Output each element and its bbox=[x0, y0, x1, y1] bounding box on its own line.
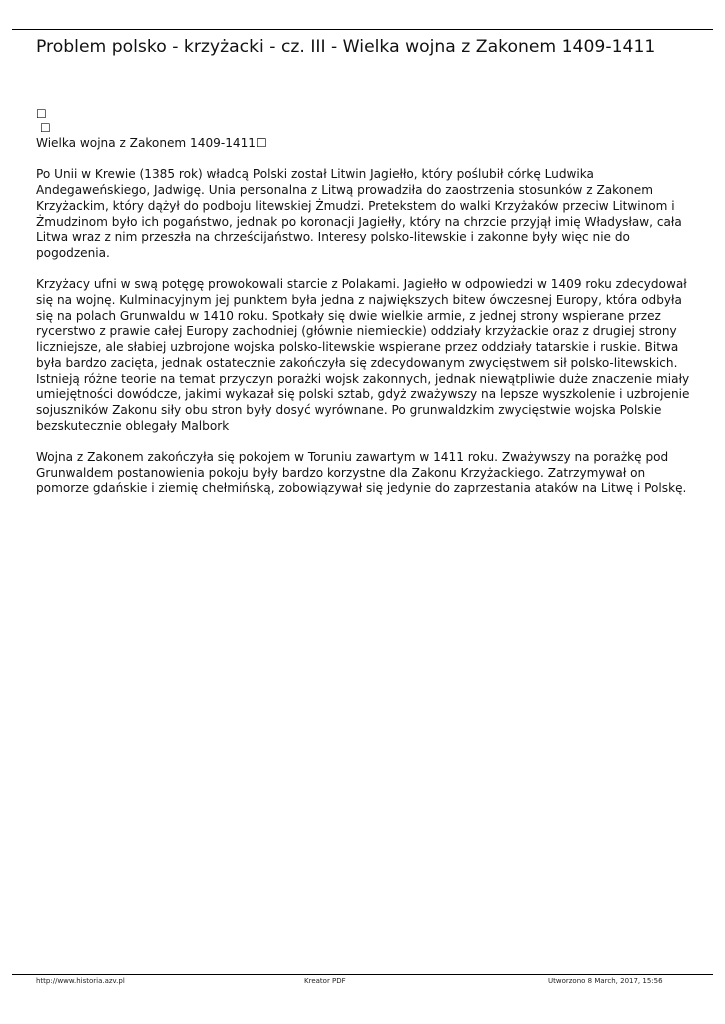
footer-url-link[interactable]: http://www.historia.azv.pl bbox=[36, 977, 125, 985]
paragraph-battle-of-grunwald: Krzyżacy ufni w swą potęgę prowokowali starcie z Polakami. Jagiełło w odpowiedzi w 1409 roku zdecydował się na wojnę. Kulminacyjnym jej punktem była jedna z największych bitew ówczesnej Europy, która odbyła się na polach Grunwaldu w 1410 roku. Spotkały się dwie wielkie armie, z jednej strony wspierane przez rycerstwo z prawie całej Europy zachodniej (głównie niemieckie) oddziały krzyżackie oraz z drugiej strony liczniejsze, ale słabiej uzbrojone wojska polsko-litewskie wspierane przez oddziały tatarskie i ruskie. Bitwa była bardzo zacięta, jednak ostatecznie zakończyła się zdecydowanym zwycięstwem sił polsko-litewskich. Istnieją różne teorie na temat przyczyn porażki wojsk zakonnych, jednak niewątpliwie duże znaczenie miały umiejętności dowódcze, jakimi wykazał się polski sztab, gdyż zważywszy na lepsze wyszkolenie i uzbrojenie sojuszników Zakonu siły obu stron były dosyć wyrównane. Po grunwaldzkim zwycięstwie wojska Polskie bezskutecznie oblegały Malbork bbox=[36, 277, 690, 433]
missing-image-box-icon: ☐ bbox=[36, 107, 47, 121]
footer-created-date: Utworzono 8 March, 2017, 15:56 bbox=[548, 977, 663, 985]
article-body bbox=[36, 136, 692, 513]
paragraph-union-of-krewo: Po Unii w Krewie (1385 rok) władcą Polski został Litwin Jagiełło, który poślubił córkę Ludwika Andegaweńskiego, Jadwigę. Unia personalna z Litwą prowadziła do zaostrzenia stosunków z Zakonem Krzyżackim, który dążył do podboju litewskiej Żmudzi. Pretekstem do walki Krzyżaków przeciw Litwinom i Żmudzinom było ich pogaństwo, jednak po koronacji Jagiełły, który na chrzcie przyjął imię Władysław, cała Litwa wraz z nim przeszła na chrześcijaństwo. Interesy polsko-litewskie i zakonne były więc nie do pogodzenia. bbox=[36, 167, 682, 260]
missing-image-box-icon: ☐ bbox=[40, 121, 51, 135]
paragraph-peace-of-torun: Wojna z Zakonem zakończyła się pokojem w Toruniu zawartym w 1411 roku. Zważywszy na porażkę pod Grunwaldem postanowienia pokoju były bardzo korzystne dla Zakonu Krzyżackiego. Zatrzymywał on pomorze gdańskie i ziemię chełmińską, zobowiązywał się jedynie do zaprzestania ataków na Litwę i Polskę. bbox=[36, 450, 687, 496]
document-title: Problem polsko - krzyżacki - cz. III - Wielka wojna z Zakonem 1409-1411 bbox=[36, 37, 656, 57]
article-heading: Wielka wojna z Zakonem 1409-1411☐ bbox=[36, 136, 267, 150]
footer-generator: Kreator PDF bbox=[304, 977, 346, 985]
footer-rule bbox=[12, 974, 713, 975]
header-rule bbox=[12, 29, 713, 30]
